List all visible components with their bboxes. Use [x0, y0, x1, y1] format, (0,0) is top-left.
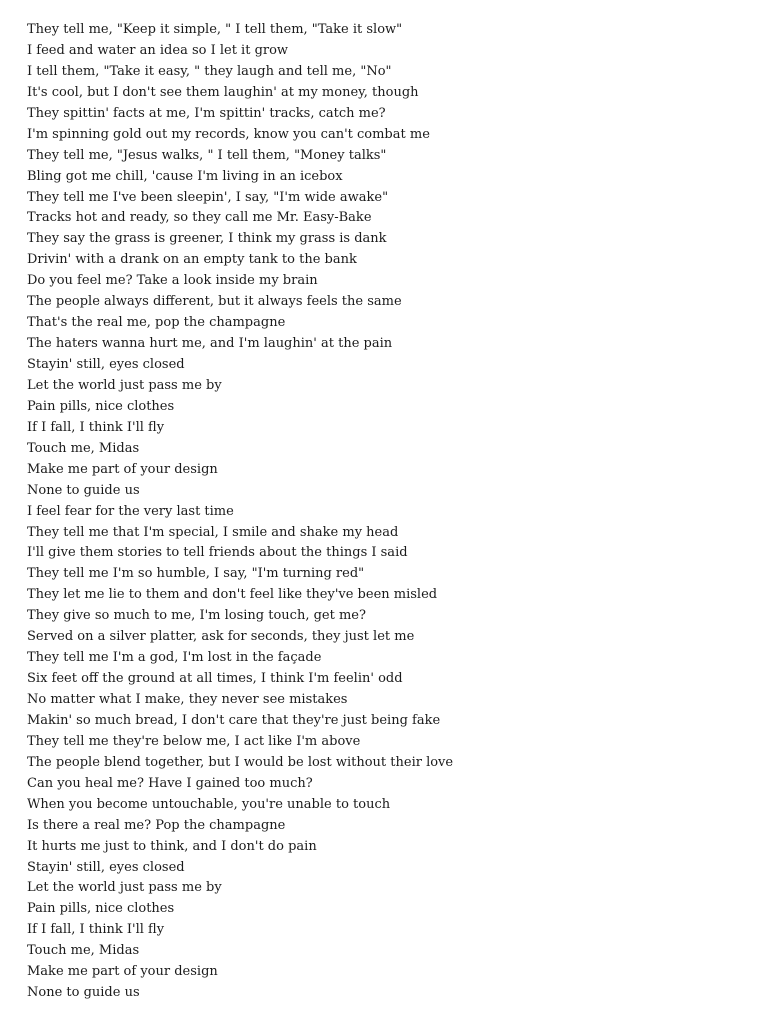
- lyric-line: Makin' so much bread, I don't care that they're just being fake: [27, 712, 441, 728]
- lyric-line: That's the real me, pop the champagne: [27, 315, 286, 331]
- lyric-line: They tell me, "Keep it simple, " I tell them, "Take it slow": [27, 22, 403, 37]
- lyric-line: Let the world just pass me by: [27, 377, 222, 393]
- lyric-line: Served on a silver platter, ask for seconds, they just let me: [27, 629, 415, 645]
- lyric-line: Touch me, Midas: [27, 943, 140, 959]
- lyric-line: They give so much to me, I'm losing touch, get me?: [27, 608, 366, 624]
- lyric-line: No matter what I make, they never see mistakes: [27, 692, 348, 707]
- lyric-line: Make me part of your design: [27, 964, 218, 980]
- lyrics-text: [27, 20, 453, 1004]
- lyric-line: I'll give them stories to tell friends about the things I said: [27, 545, 408, 561]
- lyric-line: I tell them, "Take it easy, " they laugh and tell me, "No": [27, 63, 392, 79]
- lyric-line: The people always different, but it always feels the same: [27, 294, 402, 310]
- lyric-line: I feel fear for the very last time: [27, 503, 234, 519]
- lyric-line: None to guide us: [27, 482, 140, 498]
- lyric-line: Bling got me chill, 'cause I'm living in an icebox: [27, 168, 343, 184]
- lyric-line: They tell me that I'm special, I smile and shake my head: [27, 524, 399, 540]
- lyric-line: Do you feel me? Take a look inside my brain: [27, 273, 318, 289]
- lyric-line: They tell me they're below me, I act like I'm above: [27, 733, 361, 749]
- lyric-line: Make me part of your design: [27, 461, 218, 477]
- lyric-line: They tell me I'm a god, I'm lost in the façade: [27, 650, 322, 666]
- lyric-line: They let me lie to them and don't feel like they've been misled: [27, 587, 438, 603]
- lyric-line: Can you heal me? Have I gained too much?: [27, 775, 313, 791]
- lyric-line: They say the grass is greener, I think my grass is dank: [27, 231, 387, 247]
- lyric-line: Stayin' still, eyes closed: [27, 357, 185, 372]
- lyric-line: If I fall, I think I'll fly: [27, 419, 165, 435]
- lyric-line: They tell me I've been sleepin', I say, "I'm wide awake": [27, 189, 389, 205]
- lyric-line: The haters wanna hurt me, and I'm laughin' at the pain: [27, 336, 393, 352]
- lyric-line: Is there a real me? Pop the champagne: [27, 817, 286, 833]
- lyric-line: It hurts me just to think, and I don't do pain: [27, 838, 317, 854]
- lyric-line: Six feet off the ground at all times, I think I'm feelin' odd: [27, 671, 403, 687]
- lyric-line: Pain pills, nice clothes: [27, 901, 175, 917]
- lyric-line: Tracks hot and ready, so they call me Mr. Easy-Bake: [27, 210, 372, 226]
- lyric-line: When you become untouchable, you're unable to touch: [27, 796, 391, 812]
- lyric-line: Drivin' with a drank on an empty tank to the bank: [27, 252, 357, 268]
- lyric-line: Pain pills, nice clothes: [27, 398, 175, 414]
- lyric-line: Touch me, Midas: [27, 440, 140, 456]
- lyric-line: They spittin' facts at me, I'm spittin' tracks, catch me?: [27, 105, 386, 121]
- lyric-line: I'm spinning gold out my records, know you can't combat me: [27, 126, 430, 142]
- lyric-line: They tell me, "Jesus walks, " I tell them, "Money talks": [27, 147, 387, 163]
- lyric-line: The people blend together, but I would be lost without their love: [27, 754, 454, 770]
- lyric-line: I feed and water an idea so I let it grow: [27, 42, 289, 58]
- lyric-line: If I fall, I think I'll fly: [27, 922, 165, 938]
- lyric-line: They tell me I'm so humble, I say, "I'm turning red": [27, 566, 365, 582]
- lyric-line: It's cool, but I don't see them laughin' at my money, though: [27, 84, 419, 100]
- lyric-line: Let the world just pass me by: [27, 880, 222, 896]
- lyric-line: None to guide us: [27, 985, 140, 1001]
- lyric-line: Stayin' still, eyes closed: [27, 859, 185, 875]
